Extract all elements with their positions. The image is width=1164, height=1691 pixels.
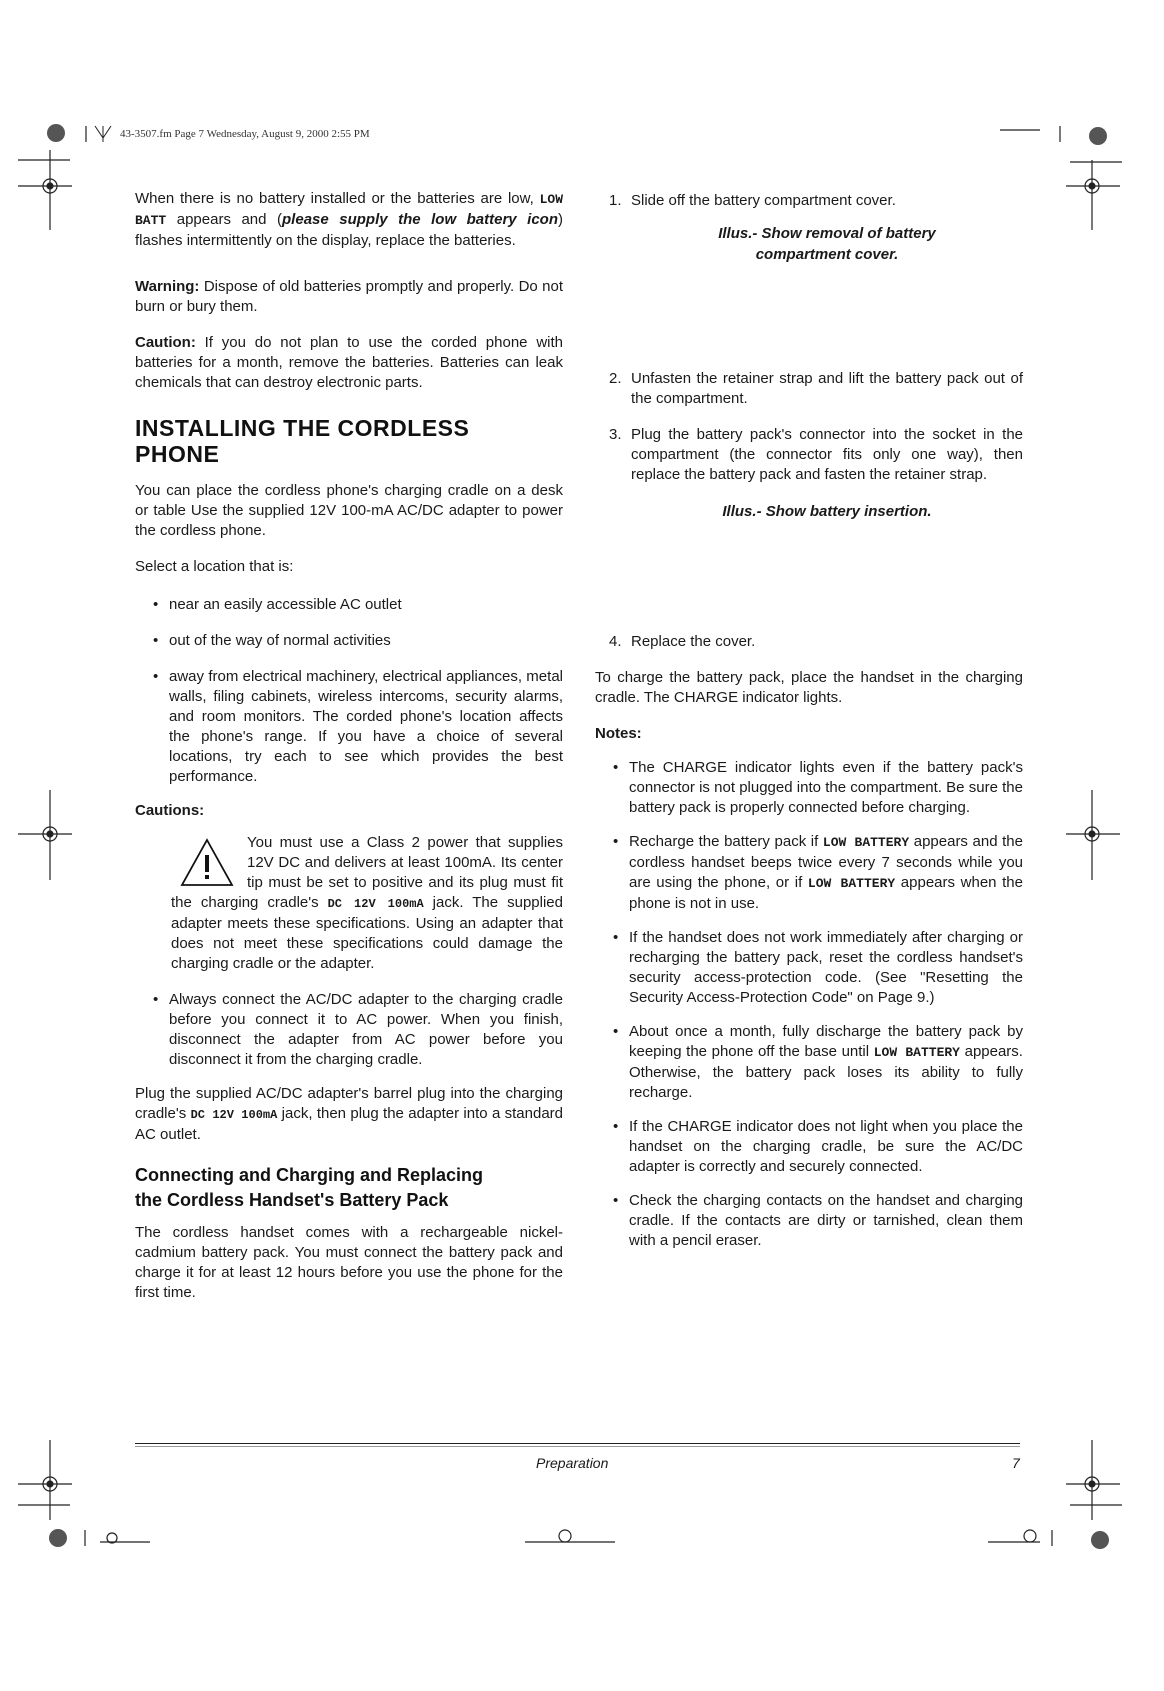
crosshair-mark-icon [1066, 160, 1122, 230]
header-file-info: 43-3507.fm Page 7 Wednesday, August 9, 2000 2:55 PM [120, 128, 370, 140]
crosshair-mark-icon [18, 1440, 72, 1520]
warning-paragraph: Warning: Dispose of old batteries promptly and properly. Do not burn or bury them. [135, 278, 563, 315]
footer-section-name: Preparation [536, 1455, 609, 1471]
illustration-placeholder: Illus.- Show removal of battery compartment cover. [718, 225, 936, 263]
caution-label: Caution: [135, 334, 196, 351]
list-item: • Recharge the battery pack if LOW BATTERY appears and the cordless handset beeps twice every 7 seconds while you are using the phone, or if LOW BATTERY appears when the phone is not in use. [613, 833, 1023, 912]
list-item: • If the handset does not work immediately after charging or recharging the battery pack, reset the cordless handset's security access-protection code. (See "Resetting the Security Access-Protection Code" on Page 9.) [613, 929, 1023, 1006]
notes-list [595, 758, 1023, 1251]
step-item: 3. Plug the battery pack's connector into the socket in the compartment (the connector fits only one way), then replace the battery pack and fasten the retainer strap. [609, 426, 1023, 483]
footer-rule [135, 1443, 1020, 1444]
footer-page-number: 7 [1012, 1455, 1020, 1471]
color-swatch-icon [49, 1529, 67, 1547]
battery-paragraph: The cordless handset comes with a rechargeable nickel-cadmium battery pack. You must connect the battery pack and charge it for at least 12 hours before you use the phone for the first time. [135, 1224, 563, 1301]
jack-label: DC 12V 100mA [190, 1108, 278, 1122]
location-list [135, 595, 563, 787]
crosshair-mark-icon [1066, 1440, 1122, 1520]
crosshair-mark-icon [18, 150, 72, 230]
color-swatch-icon [1089, 127, 1107, 145]
lcd-text: LOW BATTERY [873, 1045, 960, 1060]
jack-label: DC 12V 100mA [327, 897, 424, 911]
list-item: • Always connect the AC/DC adapter to the charging cradle before you connect it to AC power. When you finish, disconnect the adapter from AC power before you disconnect it from the charging cradle. [153, 991, 563, 1068]
illustration-placeholder: Illus.- Show battery insertion. [722, 503, 932, 520]
warning-triangle-icon [179, 837, 235, 889]
list-item: • About once a month, fully discharge the battery pack by keeping the phone off the base until LOW BATTERY appears. Otherwise, the battery pack loses its ability to fully recharge. [613, 1023, 1023, 1101]
intro-paragraph: When there is no battery installed or the batteries are low, LOW BATT appears and (please supply the low battery icon) flashes intermittently on the display, replace the batteries. [135, 190, 563, 249]
caution-block: You must use a Class 2 power that supplies 12V DC and delivers at least 100mA. Its center tip must be set to positive and its plug must fit the charging cradle's DC 12V 100mA jack. The supplied adapter meets these specifications. Using an adapter that does not meet these specifications could damage the charging cradle or the adapter. [171, 834, 563, 972]
select-location-paragraph: Select a location that is: [135, 558, 294, 575]
caution-paragraph: Caution: If you do not plan to use the corded phone with batteries for a month, remove the batteries. Batteries can leak chemicals that can destroy electronic parts. [135, 334, 563, 391]
color-swatch-icon [47, 124, 65, 142]
crosshair-mark-icon [18, 790, 72, 880]
footer-rule [135, 1446, 1020, 1447]
emphasis-text: please supply the low battery icon [282, 211, 558, 228]
lcd-text: LOW BATT [135, 192, 563, 228]
notes-label: Notes: [595, 725, 642, 742]
right-column [595, 191, 1023, 1251]
list-item: • away from electrical machinery, electrical appliances, metal walls, filing cabinets, wireless intercoms, security alarms, and room monitors. The corded phone's location affects the phone's range. If you have a choice of several locations, try each to see which provides the best performance. [153, 668, 563, 785]
install-intro-paragraph: You can place the cordless phone's charging cradle on a desk or table Use the supplied 12V 100-mA AC/DC adapter to power the cordless phone. [135, 482, 563, 539]
step-item: 1. Slide off the battery compartment cover. [609, 192, 896, 209]
list-item: • near an easily accessible AC outlet [153, 596, 402, 613]
subsection-title: Connecting and Charging and Replacing the Cordless Handset's Battery Pack [135, 1165, 484, 1210]
lcd-text: LOW BATTERY [822, 835, 910, 850]
color-swatch-icon [1091, 1531, 1109, 1549]
charge-paragraph: To charge the battery pack, place the handset in the charging cradle. The CHARGE indicator lights. [595, 669, 1023, 706]
warning-label: Warning: [135, 278, 200, 295]
list-item: • Check the charging contacts on the handset and charging cradle. If the contacts are dirty or tarnished, clean them with a pencil eraser. [613, 1192, 1023, 1249]
left-column [135, 189, 563, 1303]
plug-paragraph: Plug the supplied AC/DC adapter's barrel plug into the charging cradle's DC 12V 100mA jack, then plug the adapter into a standard AC outlet. [135, 1085, 563, 1143]
step-item: 4. Replace the cover. [609, 633, 756, 650]
step-item: 2. Unfasten the retainer strap and lift the battery pack out of the compartment. [609, 370, 1023, 407]
lcd-text: LOW BATTERY [807, 876, 896, 891]
list-item: • out of the way of normal activities [153, 632, 391, 649]
crosshair-mark-icon [1066, 790, 1120, 880]
section-title: INSTALLING THE CORDLESS PHONE [135, 415, 470, 467]
cautions-label: Cautions: [135, 802, 205, 819]
list-item: • The CHARGE indicator lights even if the battery pack's connector is not plugged into the compartment. Be sure the battery pack is properly connected before charging. [613, 759, 1023, 816]
list-item: • If the CHARGE indicator does not light when you place the handset on the charging cradle, be sure the AC/DC adapter is correctly and securely connected. [613, 1118, 1023, 1175]
